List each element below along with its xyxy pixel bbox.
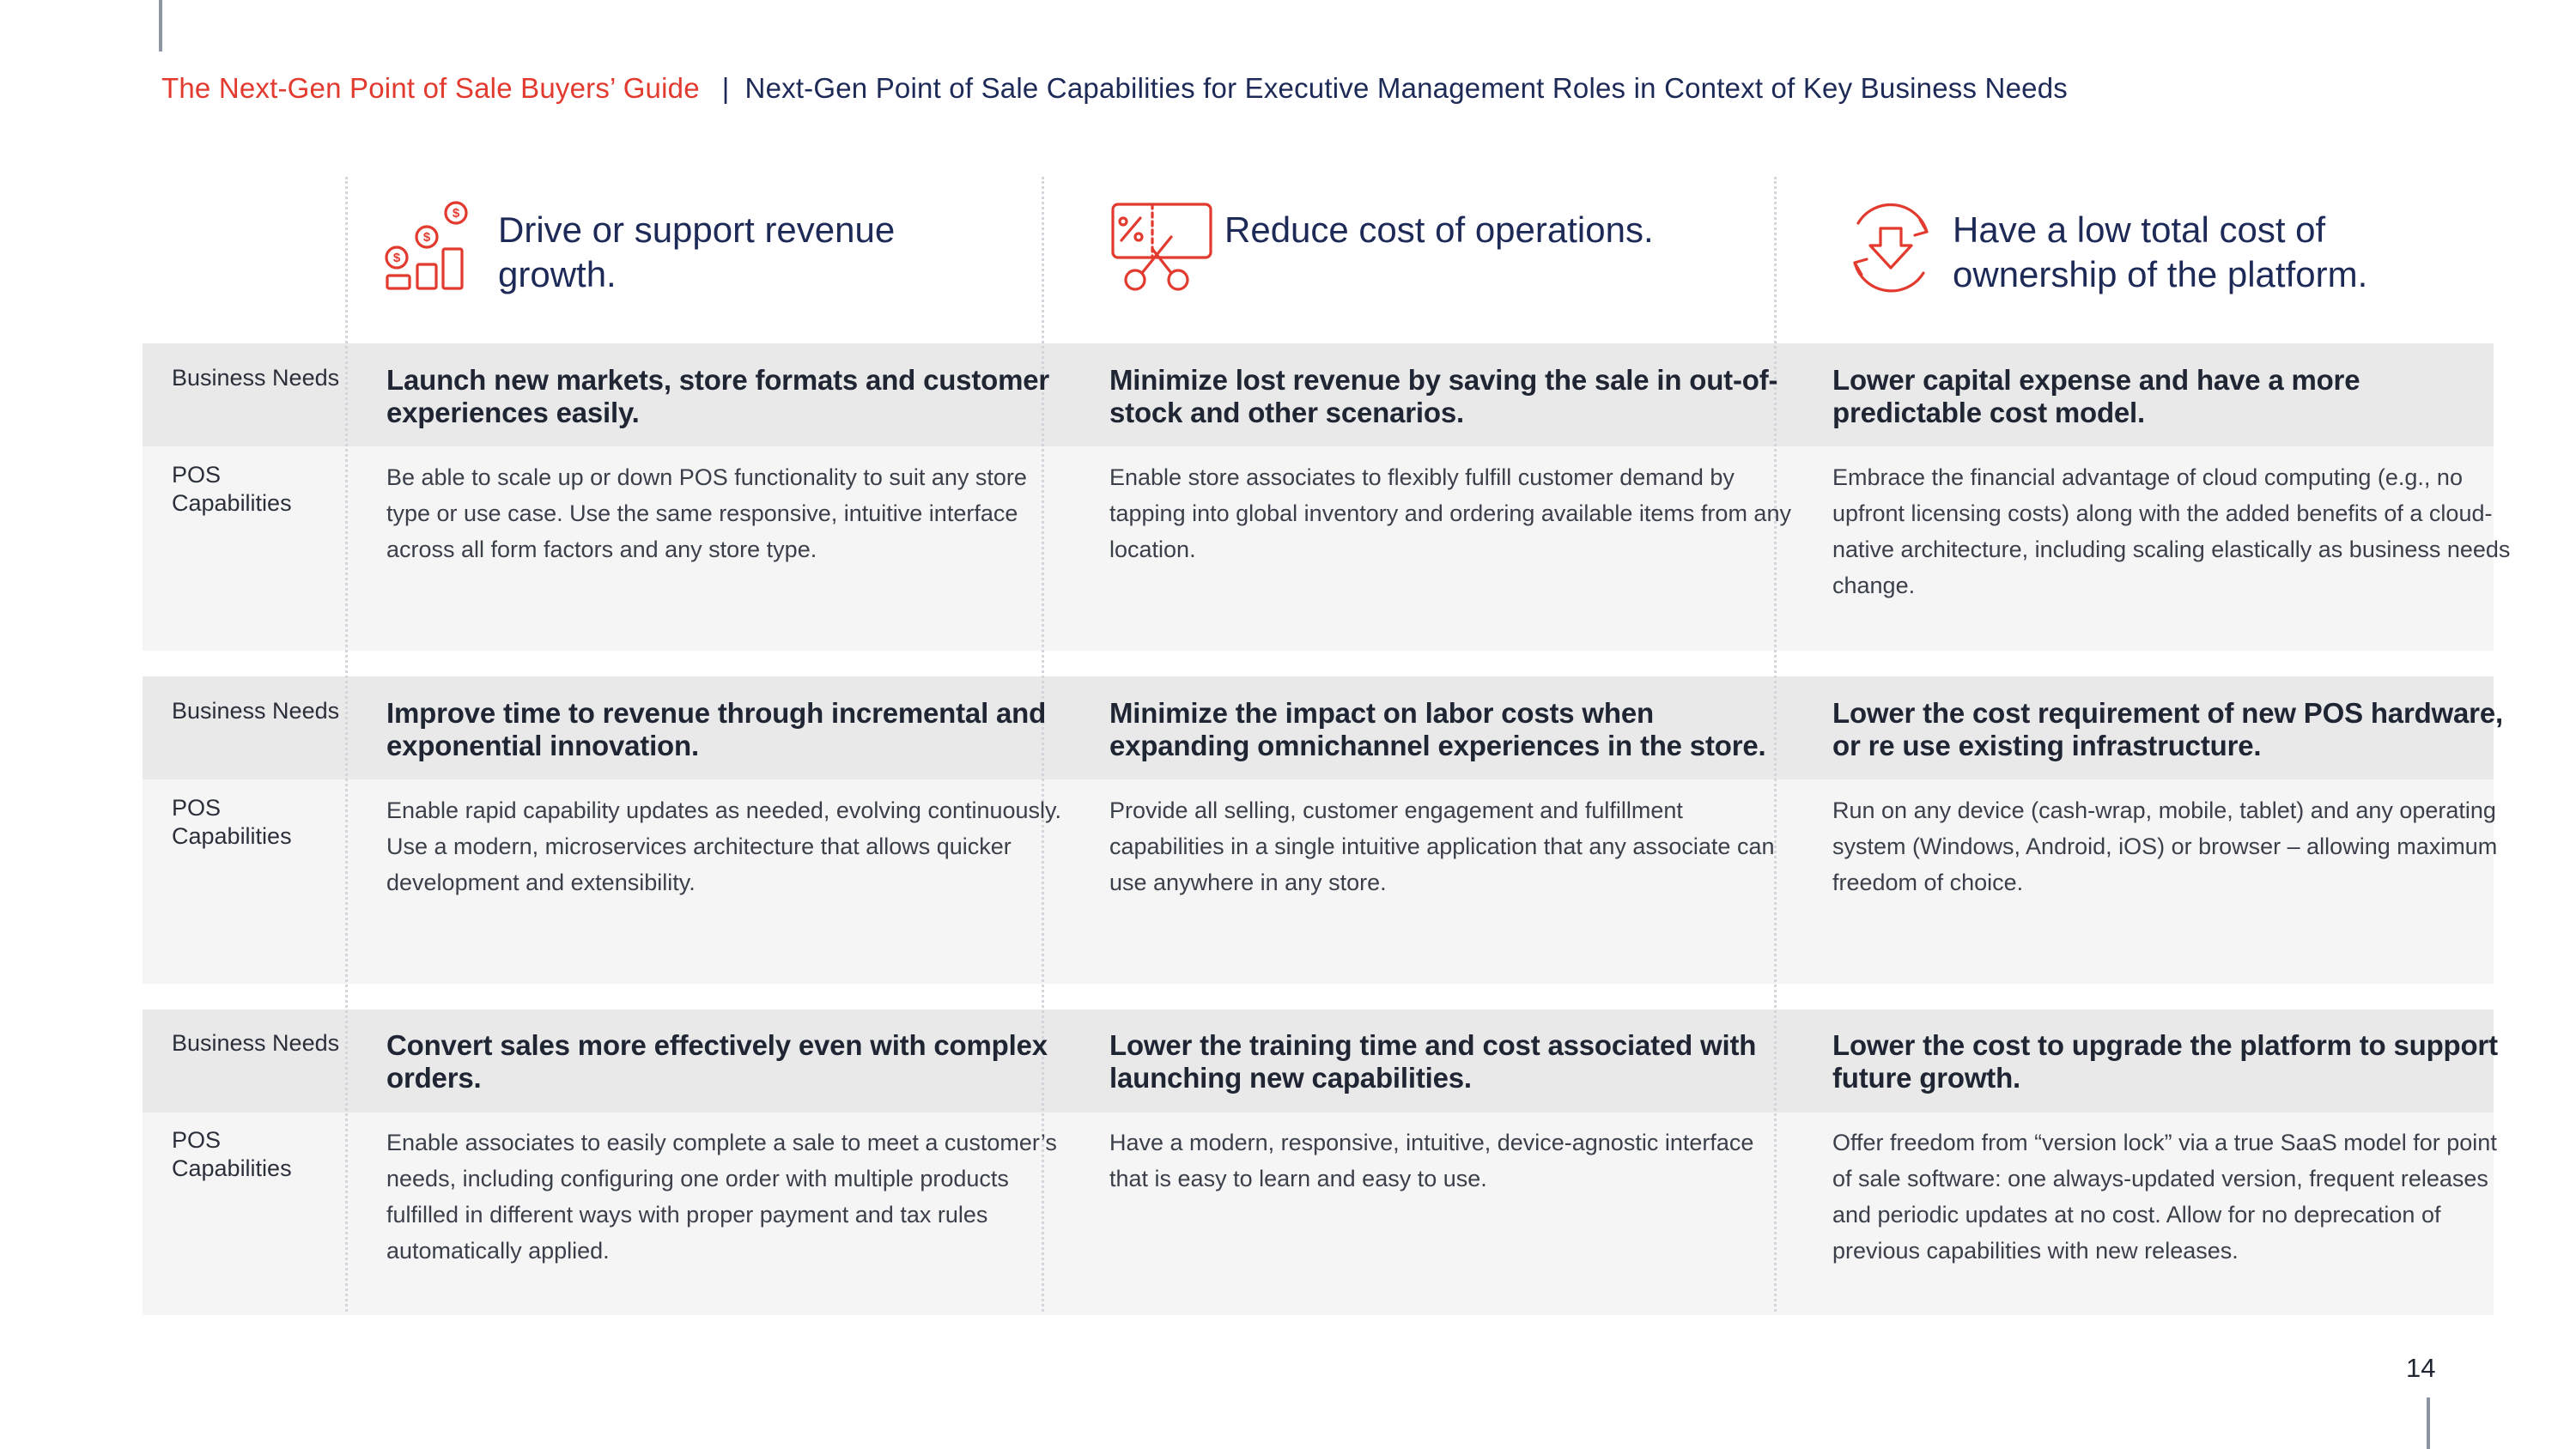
business-need: Lower the cost requirement of new POS hardware, or re use existing infrastructure. — [1832, 697, 2503, 761]
column-title: Have a low total cost of ownership of the platform. — [1953, 209, 2368, 294]
pos-capability: Be able to scale up or down POS functionality to suit any store type or use case. Use the same responsive, intuitive interface across all form factors and any store type. — [386, 464, 1027, 562]
business-need: Lower the training time and cost associated with launching new capabilities. — [1109, 1029, 1757, 1094]
pos-capability: Have a modern, responsive, intuitive, device-agnostic interface that is easy to learn and easy to use. — [1109, 1130, 1754, 1191]
guide-title: The Next-Gen Point of Sale Buyers’ Guide — [161, 72, 700, 104]
business-need: Minimize lost revenue by saving the sale in out-of-stock and other scenarios. — [1109, 364, 1778, 428]
business-need: Convert sales more effectively even with complex orders. — [386, 1029, 1048, 1094]
pos-capability: Enable associates to easily complete a sale to meet a customer’s needs, including configuring one order with multiple products fulfilled in different ways with proper payment and tax rules automatically applied. — [386, 1130, 1057, 1264]
pos-capability: Offer freedom from “version lock” via a true SaaS model for point of sale software: one always-updated version, frequent releases and periodic updates at no cost. Allow for no deprecation of previous capabilities with new releases. — [1832, 1130, 2497, 1264]
cost-cut-icon — [1109, 194, 1216, 300]
column-title: Drive or support revenue growth. — [498, 209, 896, 294]
pos-capability: Enable rapid capability updates as needed, evolving continuously. Use a modern, microservices architecture that allows quicker development and extensibility. — [386, 797, 1062, 895]
bottom-edge-marker — [2427, 1397, 2430, 1449]
row-label-business-needs: Business Needs — [172, 698, 340, 724]
row-label-pos-capabilities: POS Capabilities — [172, 1127, 292, 1181]
column-header-revenue — [383, 199, 979, 311]
column-divider — [345, 177, 348, 1312]
pos-capability: Run on any device (cash-wrap, mobile, tablet) and any operating system (Windows, Android, iOS) or browser – allowing maximum freedom of choice. — [1832, 797, 2498, 895]
business-need: Launch new markets, store formats and customer experiences easily. — [386, 364, 1050, 428]
business-need: Improve time to revenue through incremental and exponential innovation. — [386, 697, 1047, 761]
pos-capability: Embrace the financial advantage of cloud computing (e.g., no upfront licensing costs) along with the added benefits of a cloud-native architecture, including scaling elastically as business needs change. — [1832, 464, 2511, 598]
section-title: Next-Gen Point of Sale Capabilities for Executive Management Roles in Context of Key Business Needs — [744, 72, 2068, 104]
header-separator: | — [721, 72, 730, 104]
row-label-business-needs: Business Needs — [172, 365, 340, 391]
page-number: 14 — [2406, 1353, 2436, 1383]
column-title: Reduce cost of operations. — [1224, 209, 1654, 250]
svg-text:$: $ — [392, 251, 401, 265]
svg-text:$: $ — [452, 206, 460, 221]
svg-text:$: $ — [422, 230, 431, 245]
top-edge-marker — [159, 0, 162, 52]
business-need: Lower the cost to upgrade the platform to support future growth. — [1832, 1029, 2498, 1094]
column-header-cost — [1109, 199, 1705, 311]
business-need: Minimize the impact on labor costs when expanding omnichannel experiences in the store. — [1109, 697, 1766, 761]
pos-capability: Enable store associates to flexibly fulfill customer demand by tapping into global inventory and ordering available items from any location. — [1109, 464, 1791, 562]
cycle-down-arrow-icon — [1838, 194, 1944, 300]
column-header-tco — [1838, 199, 2433, 311]
row-label-pos-capabilities: POS Capabilities — [172, 795, 292, 849]
pos-capability: Provide all selling, customer engagement and fulfillment capabilities in a single intuitive application that any associate can use anywhere in any store. — [1109, 797, 1775, 895]
business-need: Lower capital expense and have a more predictable cost model. — [1832, 364, 2360, 428]
revenue-growth-icon — [383, 194, 489, 300]
page-header — [161, 69, 2068, 108]
row-label-pos-capabilities: POS Capabilities — [172, 462, 292, 516]
row-label-business-needs: Business Needs — [172, 1030, 340, 1056]
